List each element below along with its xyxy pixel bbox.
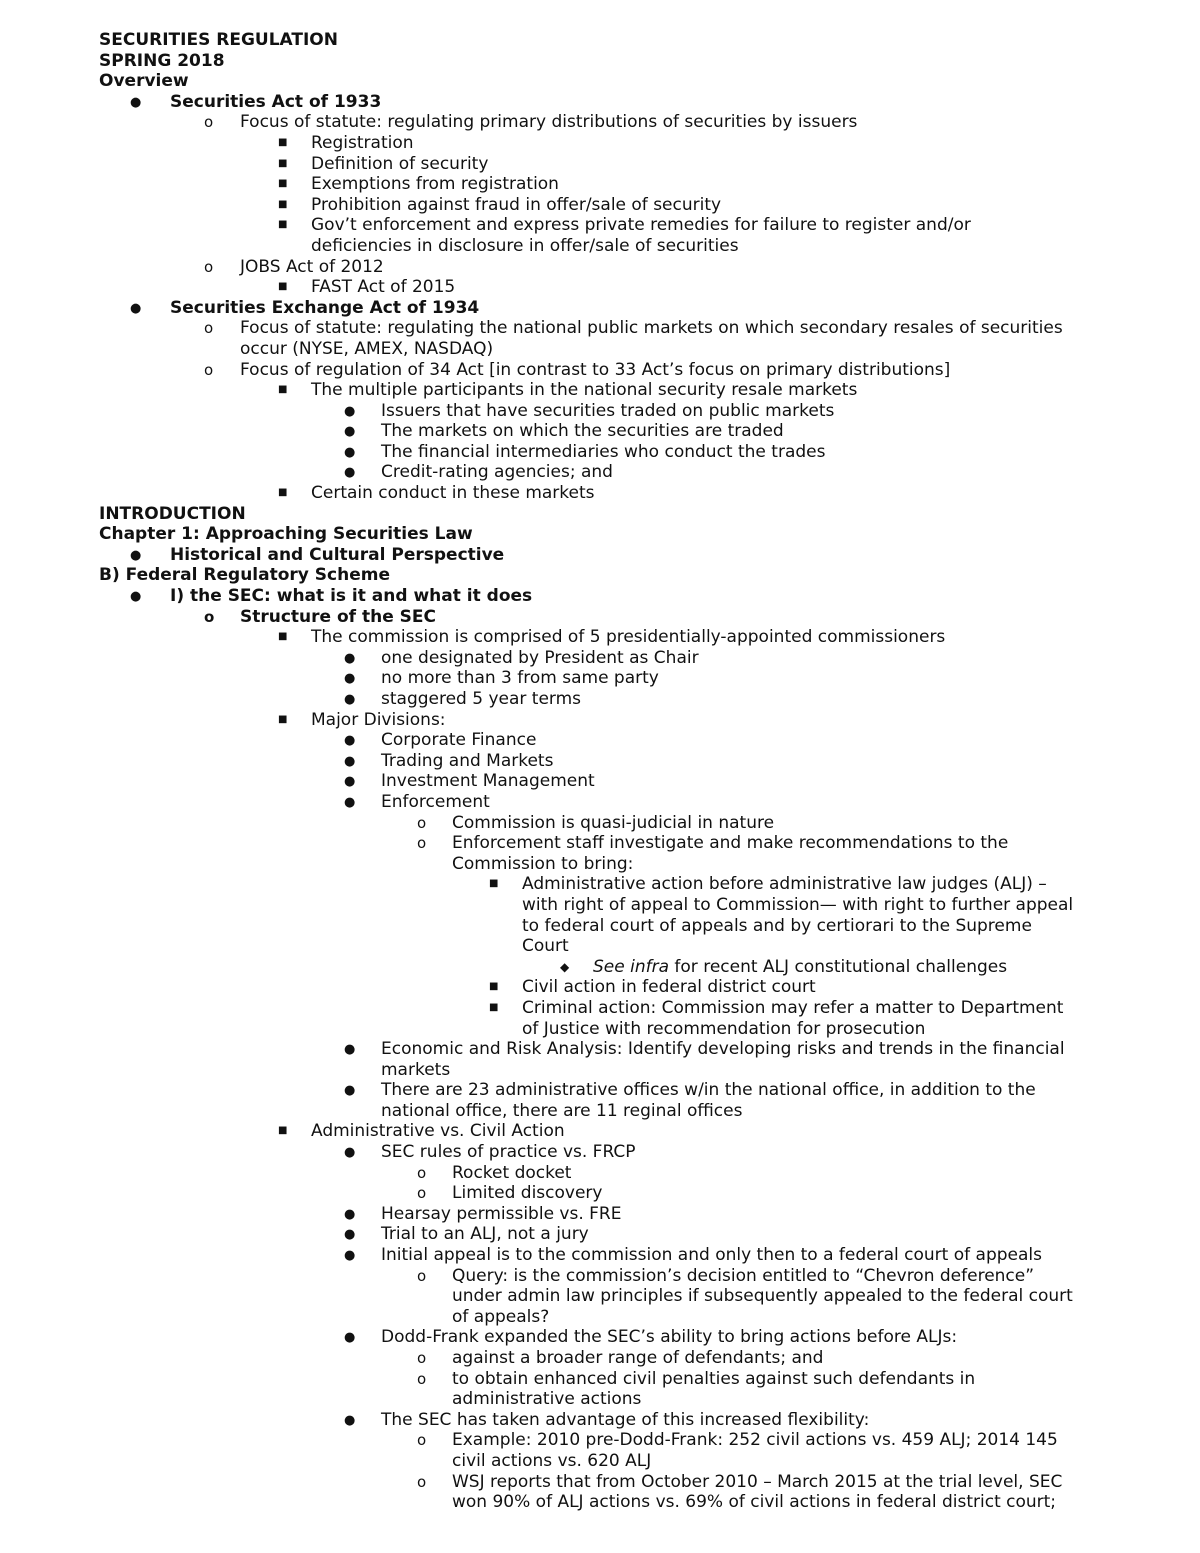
outline-item (0, 1410, 1200, 1431)
bullet-icon: ■ (278, 178, 288, 190)
bullet-icon: ■ (278, 631, 288, 643)
outline-item (0, 1101, 1200, 1122)
outline-item (0, 895, 1200, 916)
bullet-icon: o (204, 607, 215, 626)
outline-item (0, 401, 1200, 422)
outline-item (0, 648, 1200, 669)
outline-text: Securities Exchange Act of 1934 (170, 297, 480, 318)
bullet-icon: ■ (278, 198, 288, 210)
outline-text: Issuers that have securities traded on public markets (381, 400, 835, 421)
outline-text: Administrative action before administrative law judges (ALJ) – (522, 874, 1047, 895)
outline-text: Query: is the commission’s decision entitled to “Chevron deference” (452, 1265, 1035, 1286)
outline-text: Rocket docket (452, 1162, 572, 1183)
outline-text: one designated by President as Chair (381, 647, 699, 668)
outline-text: Credit-rating agencies; and (381, 462, 613, 483)
outline-item (0, 1451, 1200, 1472)
outline-text: Corporate Finance (381, 730, 537, 751)
outline-item (0, 1389, 1200, 1410)
outline-text: Commission is quasi-judicial in nature (452, 812, 775, 833)
outline-item (0, 977, 1200, 998)
outline-item (0, 257, 1200, 278)
outline-item (0, 1307, 1200, 1328)
outline-text: against a broader range of defendants; and (452, 1348, 824, 1368)
outline-text: Overview (99, 71, 189, 92)
outline-item (0, 195, 1200, 216)
bullet-icon: o (417, 1266, 427, 1285)
bullet-icon: ● (344, 1042, 356, 1058)
bullet-icon: o (204, 360, 214, 379)
outline-item (0, 792, 1200, 813)
outline-text: Enforcement (381, 791, 490, 812)
outline-item (0, 215, 1200, 236)
outline-text: to obtain enhanced civil penalties against such defendants in (452, 1368, 976, 1389)
outline-item (0, 710, 1200, 731)
outline-item (0, 1327, 1200, 1348)
outline-text: Definition of security (311, 153, 489, 174)
bullet-icon: o (204, 257, 214, 276)
bullet-icon: ● (130, 94, 142, 110)
outline-item (0, 833, 1200, 854)
bullet-icon: o (417, 1163, 427, 1182)
bullet-icon: ● (344, 692, 356, 707)
outline-item (0, 730, 1200, 751)
outline-item (0, 1492, 1200, 1513)
outline-item (0, 1286, 1200, 1307)
outline-item (0, 1369, 1200, 1390)
outline-text: won 90% of ALJ actions vs. 69% of civil actions in federal district court; (452, 1492, 1057, 1513)
outline-text: occur (NYSE, AMEX, NASDAQ) (240, 338, 494, 359)
bullet-icon: ◆ (560, 959, 570, 974)
outline-text: to federal court of appeals and by certiorari to the Supreme (522, 915, 1032, 936)
outline-item (0, 957, 1200, 978)
bullet-icon: o (417, 1369, 427, 1388)
bullet-icon: o (417, 1349, 427, 1367)
outline-text: Administrative vs. Civil Action (311, 1121, 565, 1142)
outline-item (0, 442, 1200, 463)
bullet-icon: ● (344, 424, 356, 440)
bullet-icon: ■ (278, 1125, 288, 1137)
bullet-icon: ● (344, 465, 356, 481)
bullet-icon: ■ (278, 136, 288, 148)
outline-item (0, 751, 1200, 772)
bullet-icon: ● (344, 650, 356, 666)
outline-item (0, 462, 1200, 483)
outline-item (0, 1224, 1200, 1245)
outline-text: Focus of statute: regulating the national public markets on which secondary resales of securities (240, 318, 1063, 339)
outline-item (0, 92, 1200, 113)
outline-text: markets (381, 1059, 451, 1080)
outline-item (0, 813, 1200, 834)
bullet-icon: ■ (489, 878, 499, 890)
bullet-icon: ● (344, 1412, 356, 1428)
outline-text: Chapter 1: Approaching Securities Law (99, 524, 473, 545)
document-page (0, 30, 1200, 1513)
bullet-icon: o (417, 813, 427, 832)
outline-text: Focus of regulation of 34 Act [in contrast to 33 Act’s focus on primary distributions] (240, 359, 951, 380)
outline-item (0, 380, 1200, 401)
outline-text: Criminal action: Commission may refer a matter to Department (522, 997, 1064, 1018)
outline-text: Historical and Cultural Perspective (170, 544, 505, 565)
bullet-icon: ■ (278, 281, 288, 293)
outline-item (0, 483, 1200, 504)
outline-item (0, 1121, 1200, 1142)
bullet-icon: ● (344, 1206, 356, 1222)
outline-item (0, 545, 1200, 566)
outline-text: deficiencies in disclosure in offer/sale of securities (311, 235, 739, 256)
bullet-icon: ● (130, 589, 142, 605)
outline-item (0, 1348, 1200, 1369)
outline-text: Initial appeal is to the commission and only then to a federal court of appeals (381, 1245, 1042, 1266)
outline-text: B) Federal Regulatory Scheme (99, 565, 390, 586)
outline-item (0, 133, 1200, 154)
outline-text: staggered 5 year terms (381, 689, 582, 709)
bullet-icon: ● (344, 1145, 356, 1161)
outline-text: JOBS Act of 2012 (240, 256, 384, 277)
outline-text: INTRODUCTION (99, 503, 246, 524)
outline-text: The SEC has taken advantage of this increased flexibility: (381, 1409, 870, 1430)
heading-line (0, 51, 1200, 72)
heading-line (0, 30, 1200, 51)
outline-text: FAST Act of 2015 (311, 277, 456, 298)
bullet-icon: ● (344, 403, 356, 419)
outline-text: The financial intermediaries who conduct the trades (381, 441, 826, 462)
outline-item (0, 936, 1200, 957)
outline-text: Major Divisions: (311, 709, 446, 730)
outline-text: Economic and Risk Analysis: Identify developing risks and trends in the financial (381, 1039, 1065, 1060)
outline-item (0, 112, 1200, 133)
outline-text: I) the SEC: what is it and what it does (170, 586, 533, 607)
outline-text: Enforcement staff investigate and make recommendations to the (452, 833, 1009, 854)
heading-line (0, 524, 1200, 545)
outline-item (0, 874, 1200, 895)
outline-item (0, 1019, 1200, 1040)
outline-item (0, 1080, 1200, 1101)
outline-item (0, 339, 1200, 360)
outline-text: national office, there are 11 reginal offices (381, 1100, 743, 1121)
outline-text: Securities Act of 1933 (170, 91, 382, 112)
bullet-icon: ● (344, 671, 356, 687)
outline-item (0, 1266, 1200, 1287)
outline-item (0, 1039, 1200, 1060)
outline-item (0, 298, 1200, 319)
bullet-icon: ■ (278, 157, 288, 169)
outline-text: of appeals? (452, 1306, 550, 1327)
outline-item (0, 174, 1200, 195)
outline-item (0, 277, 1200, 298)
outline-item (0, 854, 1200, 875)
bullet-icon: o (417, 1431, 427, 1450)
outline-text: Civil action in federal district court (522, 977, 816, 998)
outline-text: SECURITIES REGULATION (99, 30, 338, 50)
outline-text: The markets on which the securities are traded (381, 421, 784, 442)
outline-text: Prohibition against fraud in offer/sale of security (311, 194, 722, 215)
heading-line (0, 71, 1200, 92)
outline-item (0, 1183, 1200, 1204)
outline-text: with right of appeal to Commission— with right to further appeal (522, 894, 1074, 915)
outline-text: The commission is comprised of 5 presidentially-appointed commissioners (311, 627, 946, 648)
outline-text: of Justice with recommendation for prosecution (522, 1018, 926, 1039)
outline-item (0, 627, 1200, 648)
outline-text: Commission to bring: (452, 853, 634, 874)
outline-item (0, 689, 1200, 710)
bullet-icon: ● (344, 794, 356, 810)
outline-text: Hearsay permissible vs. FRE (381, 1203, 622, 1224)
outline-text (593, 957, 1007, 978)
heading-line (0, 504, 1200, 525)
outline-text: Trial to an ALJ, not a jury (381, 1224, 589, 1245)
bullet-icon: o (417, 1184, 427, 1203)
outline-text: Certain conduct in these markets (311, 483, 595, 504)
outline-text: Gov’t enforcement and express private remedies for failure to register and/or (311, 215, 971, 236)
outline-item (0, 607, 1200, 628)
outline-item (0, 668, 1200, 689)
outline-text: Investment Management (381, 771, 595, 792)
bullet-icon: o (417, 834, 427, 853)
italic-text: See infra (593, 956, 670, 977)
outline-text: Registration (311, 132, 414, 153)
bullet-icon: ■ (278, 384, 288, 396)
outline-text: Focus of statute: regulating primary distributions of securities by issuers (240, 112, 858, 133)
bullet-icon: o (204, 319, 214, 338)
bullet-icon: ■ (489, 1001, 499, 1013)
bullet-icon: ● (344, 774, 356, 790)
bullet-icon: ● (130, 547, 142, 563)
outline-text-rest: for recent ALJ constitutional challenges (669, 956, 1008, 977)
outline-text: Structure of the SEC (240, 606, 436, 627)
outline-item (0, 998, 1200, 1019)
outline-text: Trading and Markets (381, 750, 554, 771)
outline-item (0, 1060, 1200, 1081)
bullet-icon: ● (344, 444, 356, 460)
outline-item (0, 1142, 1200, 1163)
outline-text: Exemptions from registration (311, 174, 559, 195)
outline-item (0, 586, 1200, 607)
outline-text: administrative actions (452, 1389, 642, 1410)
heading-line (0, 565, 1200, 586)
outline-item (0, 421, 1200, 442)
bullet-icon: ■ (489, 981, 499, 993)
bullet-icon: o (204, 113, 214, 132)
outline-item (0, 360, 1200, 381)
bullet-icon: ● (344, 1227, 356, 1243)
outline-item (0, 1430, 1200, 1451)
bullet-icon: ■ (278, 487, 288, 499)
bullet-icon: ■ (278, 219, 288, 231)
bullet-icon: ● (344, 1248, 356, 1264)
outline-text: The multiple participants in the national security resale markets (311, 380, 858, 401)
outline-item (0, 1204, 1200, 1225)
outline-text: SPRING 2018 (99, 50, 225, 71)
outline-text: under admin law principles if subsequently appealed to the federal court (452, 1286, 1073, 1307)
outline-item (0, 1163, 1200, 1184)
bullet-icon: ● (344, 753, 356, 769)
bullet-icon: ● (344, 733, 356, 749)
outline-text: no more than 3 from same party (381, 668, 659, 689)
outline-item (0, 1472, 1200, 1493)
bullet-icon: ● (344, 1083, 356, 1099)
outline-text: Court (522, 936, 569, 957)
outline-item (0, 318, 1200, 339)
outline-text: SEC rules of practice vs. FRCP (381, 1142, 636, 1163)
bullet-icon: ● (130, 300, 142, 316)
outline-item (0, 916, 1200, 937)
outline-text: WSJ reports that from October 2010 – March 2015 at the trial level, SEC (452, 1471, 1063, 1492)
outline-text: civil actions vs. 620 ALJ (452, 1450, 652, 1471)
outline-item (0, 236, 1200, 257)
outline-text: Dodd-Frank expanded the SEC’s ability to bring actions before ALJs: (381, 1327, 958, 1348)
outline-item (0, 154, 1200, 175)
outline-text: There are 23 administrative offices w/in the national office, in addition to the (381, 1080, 1036, 1101)
bullet-icon: o (417, 1472, 427, 1491)
bullet-icon: ● (344, 1330, 356, 1346)
bullet-icon: ■ (278, 713, 288, 725)
outline-item (0, 771, 1200, 792)
outline-item (0, 1245, 1200, 1266)
outline-text: Example: 2010 pre-Dodd-Frank: 252 civil actions vs. 459 ALJ; 2014 145 (452, 1430, 1058, 1451)
outline-text: Limited discovery (452, 1183, 603, 1204)
